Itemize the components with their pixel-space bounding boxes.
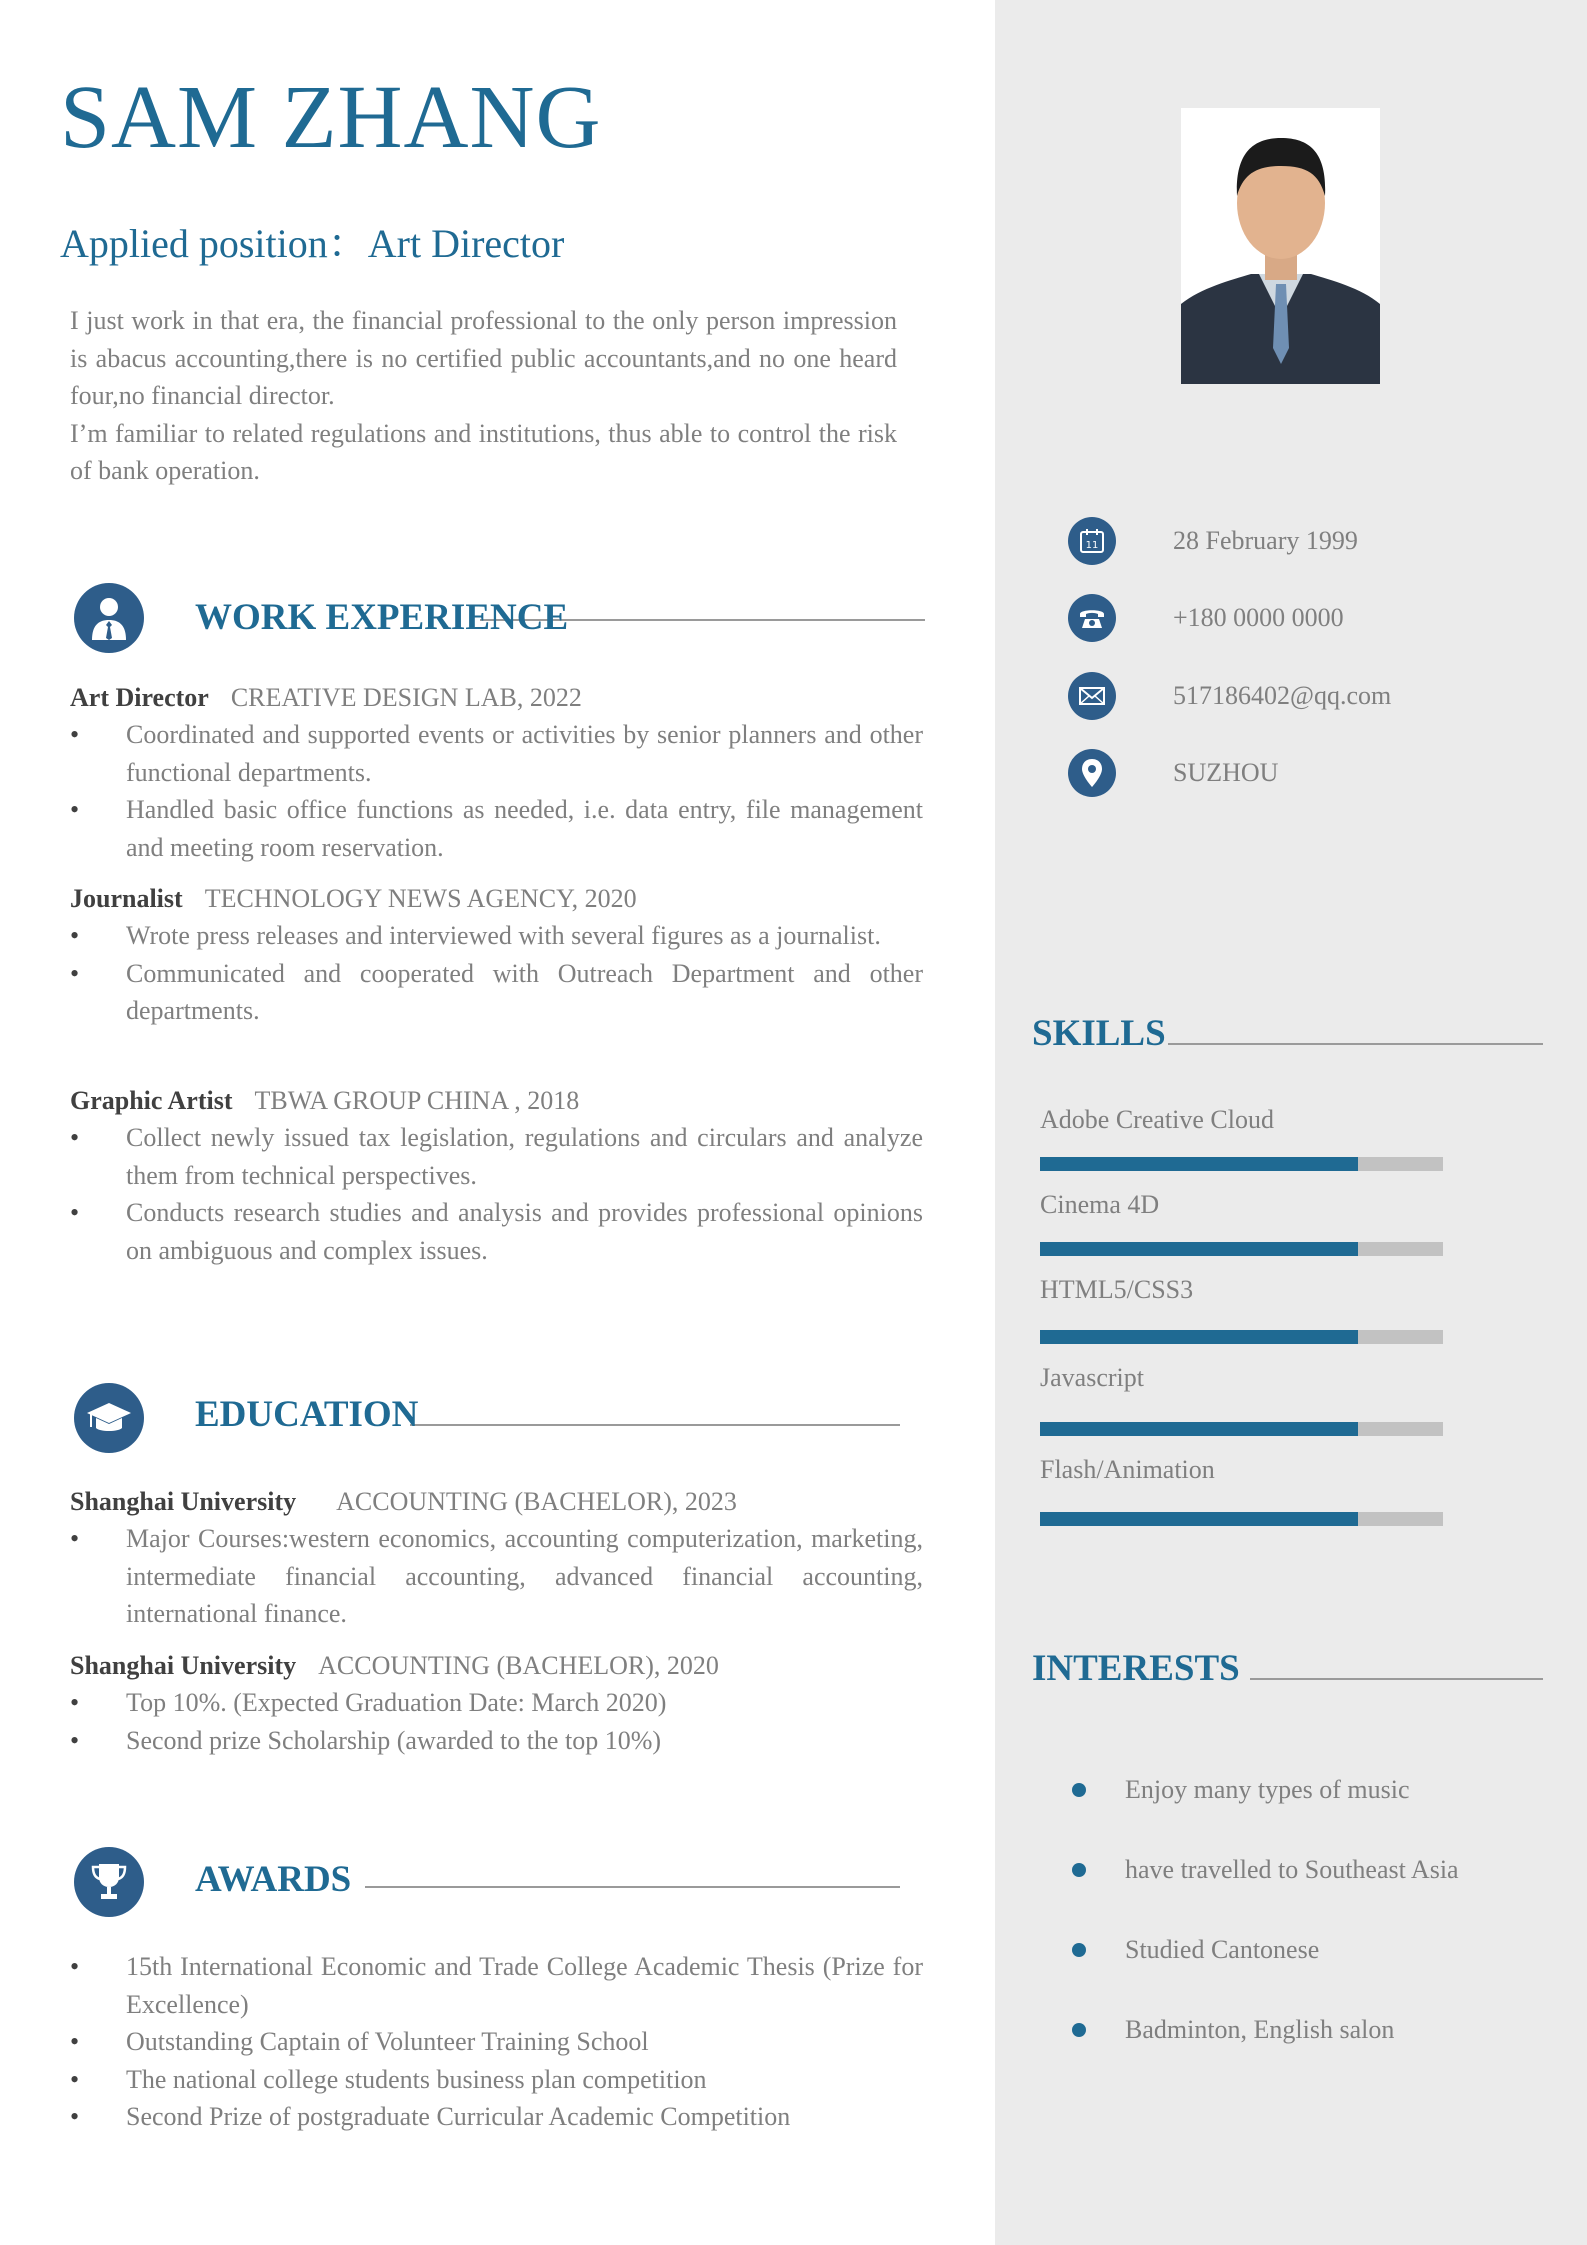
list-item: • Conducts research studies and analysis and provides professional opinions on ambiguous and complex issues. [70,1194,923,1269]
phone-text: +180 0000 0000 [1173,603,1344,632]
skills-title: SKILLS [1032,1013,1166,1054]
skill-label: HTML5/CSS3 [1040,1275,1194,1304]
list-item: • Coordinated and supported events or activities by senior planners and other functional departments. [70,716,923,791]
interest-label: Enjoy many types of music [1125,1775,1410,1804]
list-item: • Major Courses:western economics, accounting computerization, marketing, intermediate financial accounting, advanced financial accounting, international finance. [70,1520,923,1633]
bullet-dot-icon [1072,1943,1086,1957]
skill-item [1040,1361,1443,1395]
work-entry [70,1083,923,1269]
bullet-dot-icon [1072,1863,1086,1877]
interest-label: have travelled to Southeast Asia [1125,1855,1459,1884]
contact-birthday [1068,516,1358,566]
interest-item [1072,2015,1394,2045]
section-rule [1250,1678,1543,1680]
list-item: • Second prize Scholarship (awarded to the top 10%) [70,1722,923,1760]
skill-label: Adobe Creative Cloud [1040,1105,1274,1134]
list-item: • Collect newly issued tax legislation, regulations and circulars and analyze them from technical perspectives. [70,1119,923,1194]
skill-label: Javascript [1040,1363,1144,1392]
interest-item [1072,1855,1459,1885]
entry-org: ACCOUNTING (BACHELOR), 2020 [318,1651,719,1680]
entry-role: Shanghai University [70,1487,297,1516]
list-item: • Communicated and cooperated with Outreach Department and other departments. [70,955,923,1030]
entry-org: ACCOUNTING (BACHELOR), 2023 [336,1487,737,1516]
entry-role: Art Director [70,683,209,712]
graduation-cap-icon [74,1383,144,1453]
education-entry [70,1648,923,1759]
applied-position: Applied position：Art Director [60,221,565,266]
skill-bar [1040,1242,1443,1256]
interests-title: INTERESTS [1032,1648,1240,1689]
work-entry [70,881,923,1030]
calendar-icon-day: 11 [1085,540,1099,551]
skill-bar-fill [1040,1330,1358,1344]
awards-list [70,1948,923,2136]
awards-title: AWARDS [195,1859,352,1900]
contact-email [1068,671,1392,721]
skill-bar-fill [1040,1157,1358,1171]
location-text: SUZHOU [1173,758,1279,787]
bullet-dot-icon [1072,2023,1086,2037]
interest-item [1072,1935,1319,1965]
trophy-icon [74,1847,144,1917]
skill-item [1040,1453,1443,1487]
list-item: • Handled basic office functions as needed, i.e. data entry, file management and meeting room reservation. [70,791,923,866]
entry-org: TBWA GROUP CHINA , 2018 [254,1086,580,1115]
intro-paragraph: I just work in that era, the financial professional to the only person impression is abacus accounting,there is no certified public accountants,and no one heard four,no financial director. [70,306,897,410]
list-item: • Outstanding Captain of Volunteer Training School [70,2023,923,2061]
candidate-name: SAM ZHANG [60,68,602,167]
skill-item [1040,1188,1443,1222]
intro-paragraph: I’m familiar to related regulations and institutions, thus able to control the risk of bank operation. [70,418,897,485]
skill-label: Flash/Animation [1040,1455,1215,1484]
entry-role: Journalist [70,884,183,913]
interest-item [1072,1775,1410,1805]
person-tie-icon [74,583,144,653]
list-item: • Wrote press releases and interviewed with several figures as a journalist. [70,917,923,955]
section-rule [365,1886,900,1888]
bullet-dot-icon [1072,1783,1086,1797]
section-rule [1168,1043,1543,1045]
entry-role: Graphic Artist [70,1086,233,1115]
skill-bar [1040,1422,1443,1436]
work-experience-title: WORK EXPERIENCE [195,597,569,638]
work-entry [70,680,923,866]
skill-bar [1040,1330,1443,1344]
calendar-icon [1068,517,1116,565]
skill-item [1040,1273,1443,1307]
birthday-text: 28 February 1999 [1173,526,1358,555]
skill-item [1040,1103,1443,1137]
contact-phone [1068,593,1344,643]
list-item: • The national college students business plan competition [70,2061,923,2099]
list-item: • 15th International Economic and Trade College Academic Thesis (Prize for Excellence) [70,1948,923,2023]
list-item: • Second Prize of postgraduate Curricular Academic Competition [70,2098,923,2136]
skill-bar-fill [1040,1422,1358,1436]
location-pin-icon [1068,749,1116,797]
skill-bar-fill [1040,1512,1358,1526]
skill-label: Cinema 4D [1040,1190,1160,1219]
entry-org: TECHNOLOGY NEWS AGENCY, 2020 [204,884,637,913]
interest-label: Studied Cantonese [1125,1935,1320,1964]
education-entry [70,1484,923,1633]
mail-icon [1068,672,1116,720]
profile-photo [1181,108,1380,384]
skill-bar-fill [1040,1242,1358,1256]
skill-bar [1040,1157,1443,1171]
education-title: EDUCATION [195,1394,419,1435]
contact-location [1068,748,1279,798]
intro-summary [70,302,897,490]
section-rule [410,1424,900,1426]
entry-org: CREATIVE DESIGN LAB, 2022 [230,683,582,712]
skill-bar [1040,1512,1443,1526]
interest-label: Badminton, English salon [1125,2015,1395,2044]
email-text: 517186402@qq.com [1173,681,1392,710]
phone-icon [1068,594,1116,642]
entry-role: Shanghai University [70,1651,297,1680]
list-item: • Top 10%. (Expected Graduation Date: March 2020) [70,1684,923,1722]
